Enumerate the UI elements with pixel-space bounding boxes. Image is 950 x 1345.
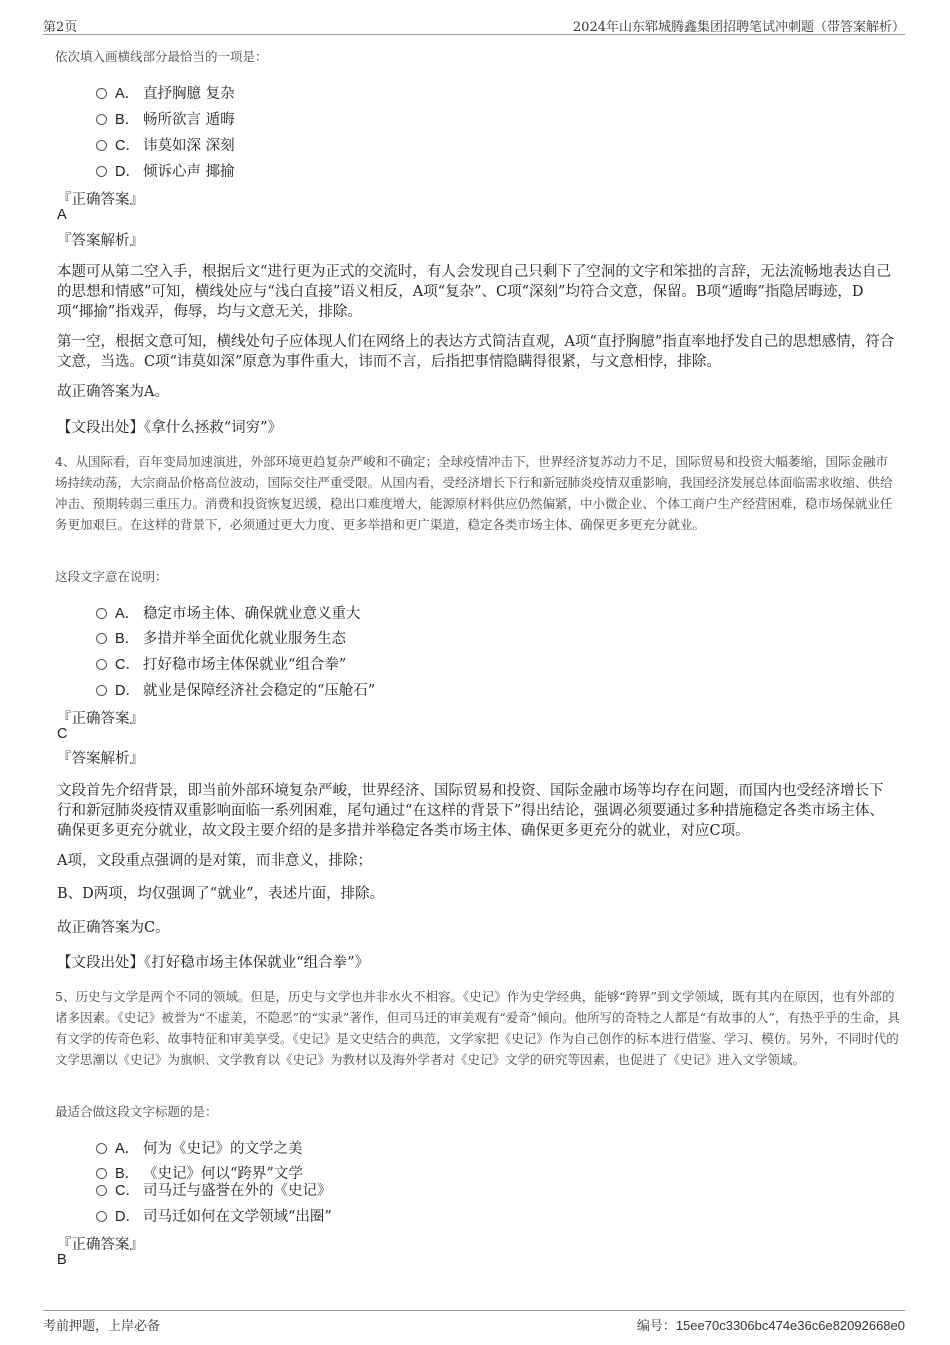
q3-analysis-label: 『答案解析』 [57, 233, 144, 249]
radio-icon[interactable] [96, 1185, 107, 1196]
q3-option-c[interactable]: C． 讳莫如深 深刻 [96, 134, 235, 154]
radio-icon[interactable] [96, 1211, 107, 1222]
q4-answer: C [57, 726, 68, 742]
page-number: 第2页 [43, 20, 78, 35]
radio-icon[interactable] [96, 140, 107, 151]
page-header [43, 14, 905, 35]
footer-slogan: 考前押题，上岸必备 [43, 1319, 161, 1334]
radio-icon[interactable] [96, 1168, 107, 1179]
q4-prompt: 这段文字意在说明： [55, 569, 168, 584]
footer-code-label: 编号： [636, 1319, 676, 1334]
q5-option-c[interactable]: C． 司马迁与盛誉在外的《史记》 [96, 1179, 332, 1199]
q3-prompt: 依次填入画横线部分最恰当的一项是： [55, 49, 268, 64]
q5-passage: 5、历史与文学是两个不同的领域。但是，历史与文学也并非水火不相容。《史记》作为史学经典，能够“跨界”到文学领域，既有其内在原因，也有外部的诸多因素。《史记》被誉为“不虚美，不隐恶”的“实录”著作，但司马迁的审美观有“爱奇”倾向。他所写的奇特之人都是“有故事的人”，有热乎乎的生命，具有文学的传奇色彩、故事特征和审美享受。《史记》是文史结合的典范，文学家把《史记》作为自己创作的标本进行借鉴、学习、模仿。另外，不同时代的文学思潮以《史记》为旗帜、文学教育以《史记》为教材以及海外学者对《史记》文学的研究等因素，也促进了《史记》进入文学领域。 [55, 989, 900, 1067]
q4-option-c[interactable]: C． 打好稳市场主体保就业“组合拳” [96, 653, 346, 673]
radio-icon[interactable] [96, 633, 107, 644]
q4-source: 【文段出处】《打好稳市场主体保就业“组合拳”》 [57, 955, 370, 971]
q4-analysis-paragraph: 故正确答案为C。 [57, 920, 170, 936]
q5-answer: B [57, 1252, 67, 1268]
q4-answer-label: 『正确答案』 [57, 711, 144, 727]
q5-option-d[interactable]: D． 司马迁如何在文学领域“出圈” [96, 1205, 332, 1225]
q3-analysis-paragraph: 本题可从第二空入手，根据后文“进行更为正式的交流时，有人会发现自己只剩下了空洞的文字和笨拙的言辞，无法流畅地表达自己的思想和情感”可知，横线处应与“浅白直接”语义相反，A项“复杂”、C项“深刻”均符合文意，保留。B项“遁晦”指隐居晦迹，D项“揶揄”指戏弄，侮辱，均与文意无关，排除。 [57, 264, 891, 320]
radio-icon[interactable] [96, 685, 107, 696]
page-footer [43, 1310, 905, 1333]
q3-analysis-paragraph: 故正确答案为A。 [57, 384, 169, 400]
q4-option-b[interactable]: B． 多措并举全面优化就业服务生态 [96, 627, 346, 647]
q4-analysis-paragraph: 文段首先介绍背景，即当前外部环境复杂严峻，世界经济、国际贸易和投资、国际金融市场等均存在问题，而国内也受经济增长下行和新冠肺炎疫情双重影响面临一系列困难，尾句通过“在这样的背景下”得出结论，强调必须要通过多种措施稳定各类市场主体、确保更多更充分就业，故文段主要介绍的是多措并举稳定各类市场主体、确保更多更充分的就业，对应C项。 [57, 783, 884, 839]
q3-answer-label: 『正确答案』 [57, 192, 144, 208]
q3-option-b[interactable]: B． 畅所欲言 遁晦 [96, 108, 235, 128]
q4-option-a[interactable]: A． 稳定市场主体、确保就业意义重大 [96, 602, 361, 622]
radio-icon[interactable] [96, 659, 107, 670]
q3-option-a[interactable]: A． 直抒胸臆 复杂 [96, 82, 235, 102]
q3-answer: A [57, 207, 67, 223]
footer-code [637, 1315, 905, 1334]
q3-source: 【文段出处】《拿什么拯救“词穷”》 [57, 420, 283, 436]
q5-option-a[interactable]: A． 何为《史记》的文学之美 [96, 1137, 303, 1157]
q4-analysis-label: 『答案解析』 [57, 751, 144, 767]
q5-option-b[interactable]: B． 《史记》何以“跨界”文学 [96, 1162, 303, 1182]
q5-prompt: 最适合做这段文字标题的是： [55, 1104, 218, 1119]
radio-icon[interactable] [96, 88, 107, 99]
radio-icon[interactable] [96, 166, 107, 177]
radio-icon[interactable] [96, 114, 107, 125]
footer-code-value: 15ee70c3306bc474e36c6e82092668e0 [675, 1318, 905, 1333]
q4-option-d[interactable]: D． 就业是保障经济社会稳定的“压舱石” [96, 679, 375, 699]
q3-option-d[interactable]: D． 倾诉心声 揶揄 [96, 160, 235, 180]
radio-icon[interactable] [96, 1143, 107, 1154]
radio-icon[interactable] [96, 608, 107, 619]
q4-analysis-paragraph: B、D两项，均仅强调了“就业”，表述片面，排除。 [57, 886, 385, 902]
q5-answer-label: 『正确答案』 [57, 1237, 144, 1253]
document-title: 2024年山东郓城腾鑫集团招聘笔试冲刺题（带答案解析） [572, 20, 905, 35]
q4-analysis-paragraph: A项，文段重点强调的是对策，而非意义，排除； [57, 853, 372, 869]
q3-analysis-paragraph: 第一空，根据文意可知，横线处句子应体现人们在网络上的表达方式简洁直观，A项“直抒胸臆”指直率地抒发自己的思想感情，符合文意，当选。C项“讳莫如深”原意为事件重大，讳而不言，后指把事情隐瞒得很紧，与文意相悖，排除。 [57, 334, 895, 370]
q4-passage: 4、从国际看，百年变局加速演进，外部环境更趋复杂严峻和不确定；全球疫情冲击下，世界经济复苏动力不足，国际贸易和投资大幅萎缩，国际金融市场持续动荡，大宗商品价格高位波动，国际交往严重受限。从国内看，受经济增长下行和新冠肺炎疫情双重影响，我国经济发展总体面临需求收缩、供给冲击、预期转弱三重压力。消费和投资恢复迟缓，稳出口难度增大，能源原材料供应仍然偏紧，中小微企业、个体工商户生产经营困难，稳市场保就业任务更加艰巨。在这样的背景下，必须通过更大力度、更多举措和更广渠道，稳定各类市场主体、确保更多更充分就业。 [55, 454, 893, 532]
